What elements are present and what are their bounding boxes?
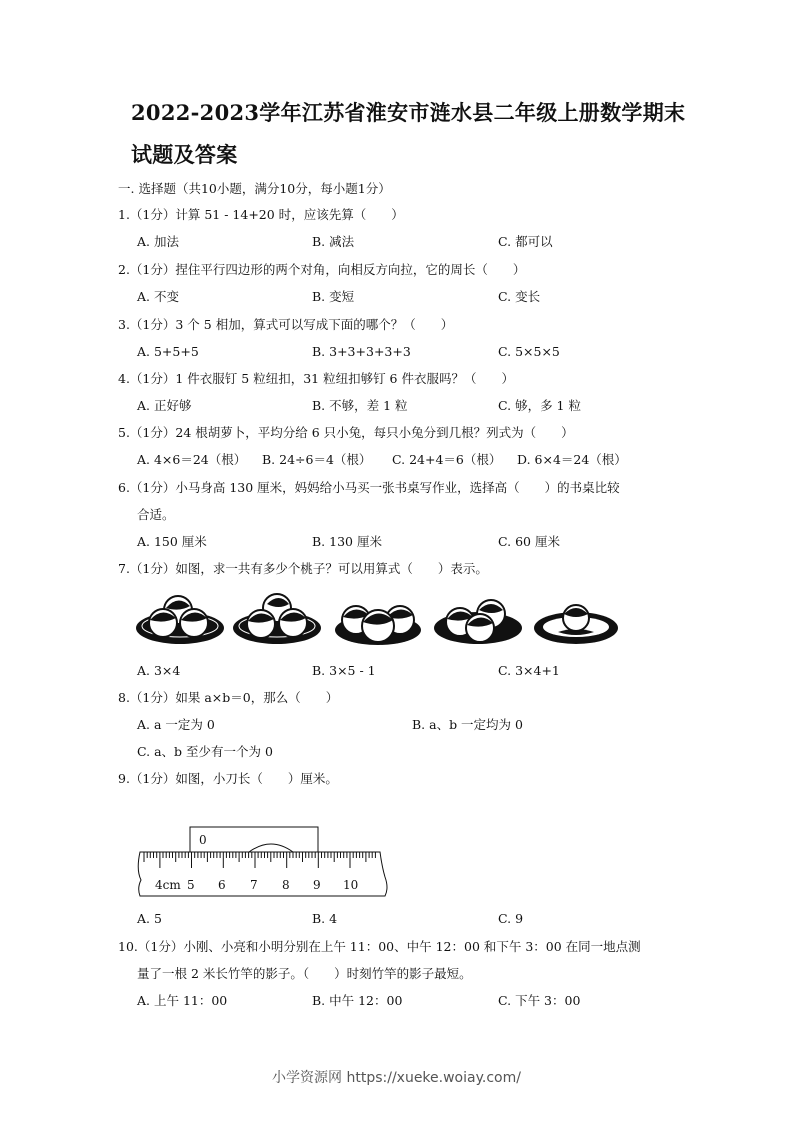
q9-option-a: A. 5 <box>137 911 162 926</box>
q4-option-b: B. 不够，差 1 粒 <box>312 398 408 413</box>
q3-option-a: A. 5+5+5 <box>137 344 199 359</box>
question-7-stem: 7.（1分）如图，求一共有多少个桃子？可以用算式（ ）表示。 <box>118 561 488 576</box>
q3-option-c: C. 5×5×5 <box>498 344 560 359</box>
q6-option-b: B. 130 厘米 <box>312 534 382 549</box>
svg-text:9: 9 <box>313 878 321 892</box>
q8-option-c: C. a、b 至少有一个为 0 <box>137 744 273 759</box>
question-5-stem: 5.（1分）24 根胡萝卜，平均分给 6 只小兔，每只小兔分到几根？列式为（ ） <box>118 425 574 440</box>
peach-plates-figure <box>130 590 630 650</box>
svg-text:6: 6 <box>218 878 226 892</box>
q9-option-c: C. 9 <box>498 911 524 926</box>
question-1-stem: 1.（1分）计算 51 - 14+20 时，应该先算（ ） <box>118 207 404 222</box>
q4-option-a: A. 正好够 <box>137 398 192 413</box>
q6-option-a: A. 150 厘米 <box>137 534 207 549</box>
plate-icon <box>136 596 224 644</box>
question-9-stem: 9.（1分）如图，小刀长（ ）厘米。 <box>118 771 338 786</box>
q10-option-b: B. 中午 12：00 <box>312 993 403 1008</box>
question-8-stem: 8.（1分）如果 a×b＝0，那么（ ） <box>118 690 339 705</box>
question-6-stem-cont: 合适。 <box>137 507 175 522</box>
question-2-stem: 2.（1分）捏住平行四边形的两个对角，向相反方向拉，它的周长（ ） <box>118 262 526 277</box>
q1-option-b: B. 减法 <box>312 234 355 249</box>
q4-option-c: C. 够，多 1 粒 <box>498 398 581 413</box>
q7-option-c: C. 3×4+1 <box>498 663 560 678</box>
svg-text:8: 8 <box>282 878 290 892</box>
q10-option-a: A. 上午 11：00 <box>137 993 228 1008</box>
question-3-stem: 3.（1分）3 个 5 相加，算式可以写成下面的哪个？（ ） <box>118 317 454 332</box>
q6-option-c: C. 60 厘米 <box>498 534 560 549</box>
footer-watermark[interactable]: 小学资源网 https://xueke.woiay.com/ <box>272 1070 521 1086</box>
svg-text:10: 10 <box>343 878 359 892</box>
document-title: 2022-2023学年江苏省淮安市涟水县二年级上册数学期末试题及答案 <box>131 100 686 167</box>
q5-option-b: B. 24÷6＝4（根） <box>262 452 372 467</box>
question-10-stem-cont: 量了一根 2 米长竹竿的影子。（ ）时刻竹竿的影子最短。 <box>137 966 472 981</box>
q9-option-b: B. 4 <box>312 911 338 926</box>
q5-option-d: D. 6×4＝24（根） <box>517 452 627 467</box>
knife-label: 0 <box>199 833 207 847</box>
plate-icon <box>233 594 321 644</box>
q10-option-c: C. 下午 3：00 <box>498 993 581 1008</box>
q1-option-c: C. 都可以 <box>498 234 553 249</box>
question-10-stem: 10.（1分）小刚、小亮和小明分别在上午 11：00、中午 12：00 和下午 3：00 在同一地点测 <box>118 939 641 954</box>
svg-text:4cm: 4cm <box>155 878 181 892</box>
q8-option-b: B. a、b 一定均为 0 <box>412 717 523 732</box>
q3-option-b: B. 3+3+3+3+3 <box>312 344 411 359</box>
question-6-stem: 6.（1分）小马身高 130 厘米，妈妈给小马买一张书桌写作业，选择高（ ）的书桌比较 <box>118 480 620 495</box>
svg-text:5: 5 <box>187 878 195 892</box>
q5-option-c: C. 24+4＝6（根） <box>392 452 502 467</box>
plate-icon <box>335 606 421 645</box>
q8-option-a: A. a 一定为 0 <box>137 717 215 732</box>
q2-option-c: C. 变长 <box>498 289 541 304</box>
q2-option-b: B. 变短 <box>312 289 355 304</box>
q1-option-a: A. 加法 <box>137 234 179 249</box>
plate-icon <box>434 600 522 644</box>
svg-text:7: 7 <box>250 878 258 892</box>
ruler-figure <box>135 822 395 902</box>
q7-option-a: A. 3×4 <box>137 663 181 678</box>
q7-option-b: B. 3×5 - 1 <box>312 663 376 678</box>
plate-icon <box>534 605 618 644</box>
question-4-stem: 4.（1分）1 件衣服钉 5 粒纽扣，31 粒纽扣够钉 6 件衣服吗？（ ） <box>118 371 514 386</box>
section-heading: 一. 选择题（共10小题，满分10分，每小题1分） <box>118 181 391 196</box>
q2-option-a: A. 不变 <box>137 289 179 304</box>
q5-option-a: A. 4×6＝24（根） <box>137 452 247 467</box>
